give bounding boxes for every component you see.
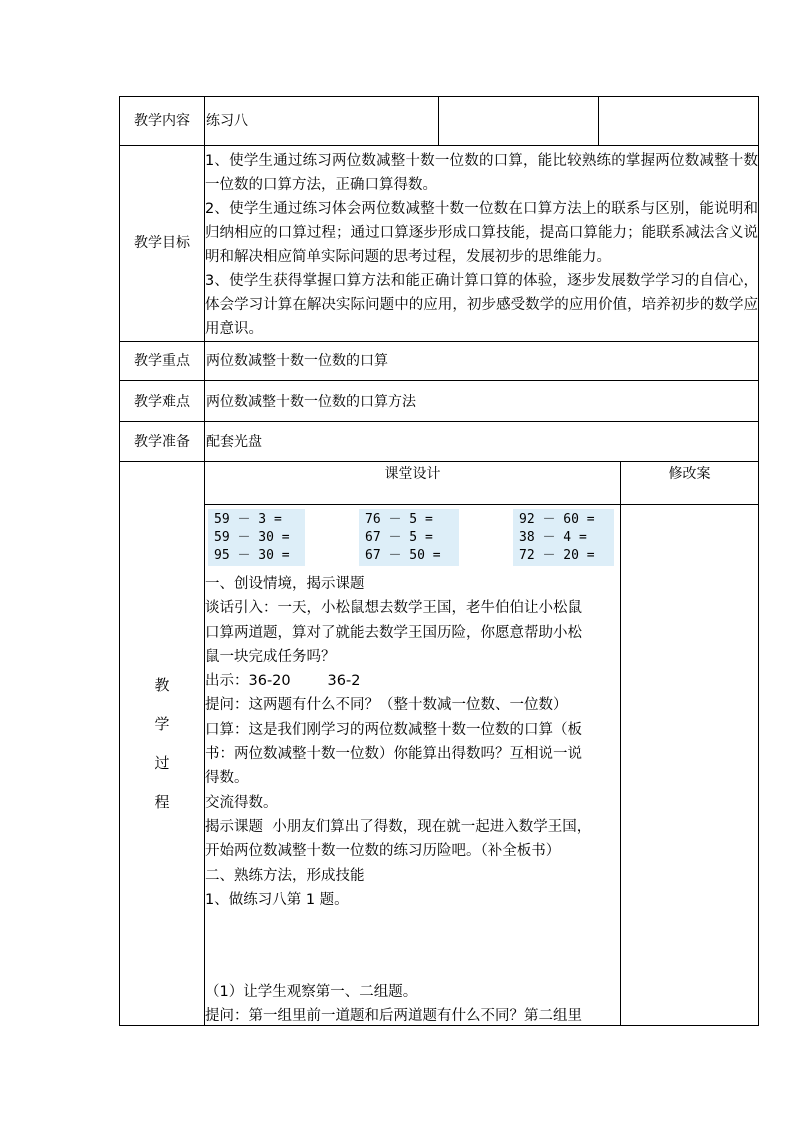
process-label-char: 过	[154, 754, 170, 772]
row-divider	[119, 380, 759, 381]
goals-label: 教学目标	[134, 235, 190, 251]
goal-paragraph-1: 1、使学生通过练习两位数减整十数一位数的口算，能比较熟练的掌握两位数减整十数一位数的口算方法，正确口算得数。	[205, 153, 758, 193]
key-point-value: 两位数减整十数一位数的口算	[206, 353, 388, 369]
process-label-char: 教	[154, 676, 170, 694]
process-line: 口算两道题，算对了就能去数学王国历险，你愿意帮助小松	[205, 624, 582, 641]
calc-item: 72 － 20 =	[519, 548, 595, 563]
process-label	[120, 666, 204, 822]
calc-group-2	[359, 509, 459, 566]
calc-group-3	[513, 509, 614, 566]
process-line: 谈话引入：一天，小松鼠想去数学王国，老牛伯伯让小松鼠	[205, 600, 582, 617]
calc-item: 38 － 4 =	[519, 530, 587, 545]
process-line: 揭示课题 小朋友们算出了得数，现在就一起进入数学王国，	[205, 818, 592, 835]
process-line: 鼠一块完成任务吗？	[205, 648, 336, 665]
process-line: 开始两位数减整十数一位数的练习历险吧。（补全板书）	[205, 843, 561, 860]
calc-item: 95 － 30 =	[214, 548, 290, 563]
content-label: 教学内容	[134, 113, 190, 129]
row-divider	[119, 421, 759, 422]
key-point-label: 教学重点	[134, 353, 190, 369]
calc-item: 67 － 5 =	[365, 530, 433, 545]
process-line: 得数。	[205, 770, 249, 787]
content-value: 练习八	[206, 113, 248, 129]
row-divider	[119, 341, 759, 342]
process-line: （1）让学生观察第一、二组题。	[205, 984, 418, 1000]
process-text	[205, 572, 621, 912]
difficulty-label: 教学难点	[134, 394, 190, 410]
process-line: 口算：这是我们刚学习的两位数减整十数一位数的口算（板	[205, 721, 582, 738]
design-header: 课堂设计	[384, 466, 441, 482]
process-line: 提问：第一组里前一道题和后两道题有什么不同？第二组里	[205, 1008, 582, 1025]
calc-item: 67 － 50 =	[365, 548, 441, 563]
difficulty-value: 两位数减整十数一位数的口算方法	[206, 394, 416, 410]
process-line: 1、做练习八第 1 题。	[205, 891, 349, 908]
calc-item: 59 － 30 =	[214, 530, 290, 545]
table-border-top	[119, 96, 759, 97]
process-line: 书：两位数减整十数一位数）你能算出得数吗？互相说一说	[205, 746, 582, 763]
process-text-continued	[205, 980, 621, 1029]
goal-paragraph-2: 2、使学生通过练习体会两位数减整十数一位数在口算方法上的联系与区别，能说明和归纳相应的口算过程；通过口算逐步形成口算技能，提高口算能力；能联系减法含义说明和解决相应简单实际问题的思考过程，发展初步的思维能力。	[205, 201, 758, 265]
calc-group-1	[208, 509, 305, 566]
process-line: 一、创设情境，揭示课题	[205, 576, 365, 592]
preparation-label: 教学准备	[134, 434, 190, 450]
process-line: 提问：这两题有什么不同？（整十数减一位数、一位数）	[205, 697, 568, 714]
calc-item: 76 － 5 =	[365, 512, 433, 527]
column-divider	[598, 96, 599, 146]
calc-item: 59 － 3 =	[214, 512, 282, 527]
row-divider	[119, 145, 759, 146]
table-border-right	[758, 96, 759, 1026]
preparation-value: 配套光盘	[206, 434, 262, 450]
goal-paragraph-3: 3、使学生获得掌握口算方法和能正确计算口算的体验，逐步发展数学学习的自信心，体会学习计算在解决实际问题中的应用，初步感受数学的应用价值，培养初步的数学应用意识。	[205, 273, 758, 337]
revision-header: 修改案	[668, 466, 711, 482]
calc-item: 92 － 60 =	[519, 512, 595, 527]
process-line: 二、熟练方法，形成技能	[205, 867, 365, 884]
process-line: 出示：36-20 36-2	[205, 673, 361, 690]
row-divider	[204, 504, 759, 505]
process-line: 交流得数。	[205, 794, 278, 811]
column-divider	[438, 96, 439, 146]
process-label-char: 学	[154, 715, 170, 733]
process-label-char: 程	[154, 793, 170, 811]
